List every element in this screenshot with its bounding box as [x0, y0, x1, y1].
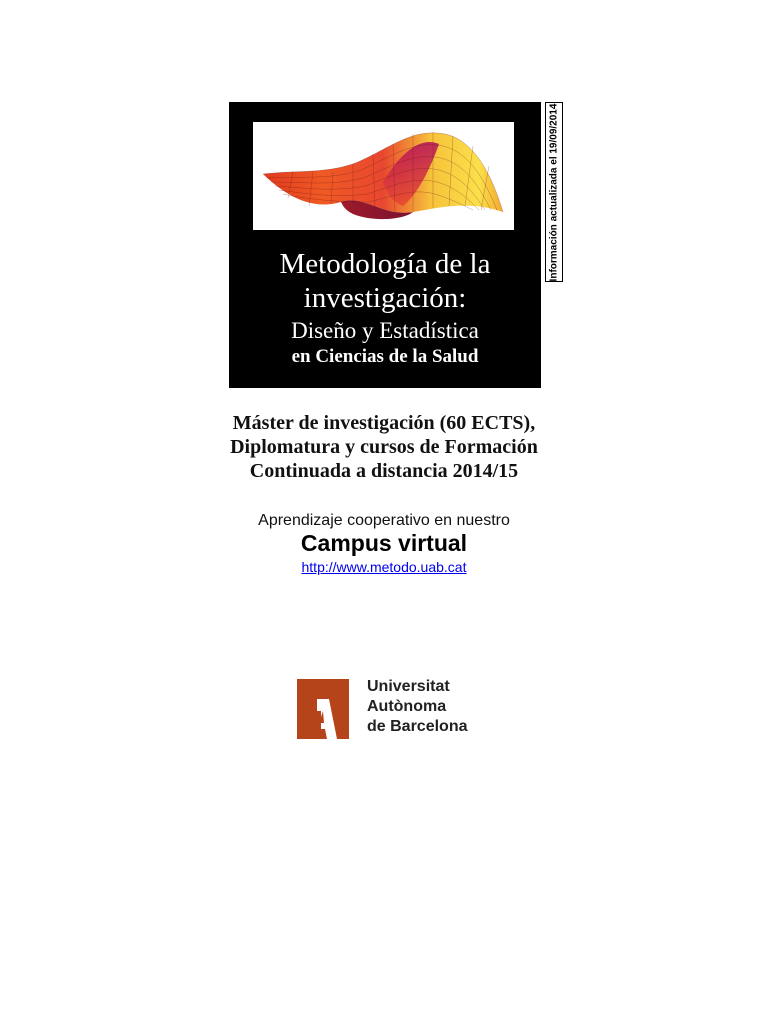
surface-plot-graphic [253, 122, 514, 230]
program-description [0, 411, 768, 483]
campus-intro: Aprendizaje cooperativo en nuestro [258, 512, 510, 529]
university-logo-graphic [297, 679, 349, 739]
campus-title: Campus virtual [300, 530, 468, 556]
program-line1: Máster de investigación (60 ECTS), [232, 412, 536, 434]
cover-box [229, 102, 541, 388]
update-date-text: Información actualizada el 19/09/2014 [548, 103, 560, 281]
cover-title-line2: investigación: [303, 282, 467, 314]
cover-subtitle-line1: Diseño y Estadística [291, 318, 479, 343]
university-name-line2: Autònoma [367, 698, 447, 715]
university-name-line1: Universitat [367, 678, 450, 695]
campus-url-link[interactable]: http://www.metodo.uab.cat [301, 559, 467, 575]
university-name [367, 677, 467, 737]
university-logo-icon [297, 679, 349, 744]
university-name-line3: de Barcelona [367, 718, 468, 735]
program-line3: Continuada a distancia 2014/15 [249, 460, 519, 482]
cover-subtitle-line2: en Ciencias de la Salud [291, 346, 479, 367]
cover-title-line1: Metodología de la [279, 248, 491, 280]
program-line2: Diplomatura y cursos de Formación [230, 436, 538, 458]
campus-url-container [0, 559, 768, 575]
surface-plot-image [253, 122, 514, 230]
update-date-note [545, 102, 563, 282]
